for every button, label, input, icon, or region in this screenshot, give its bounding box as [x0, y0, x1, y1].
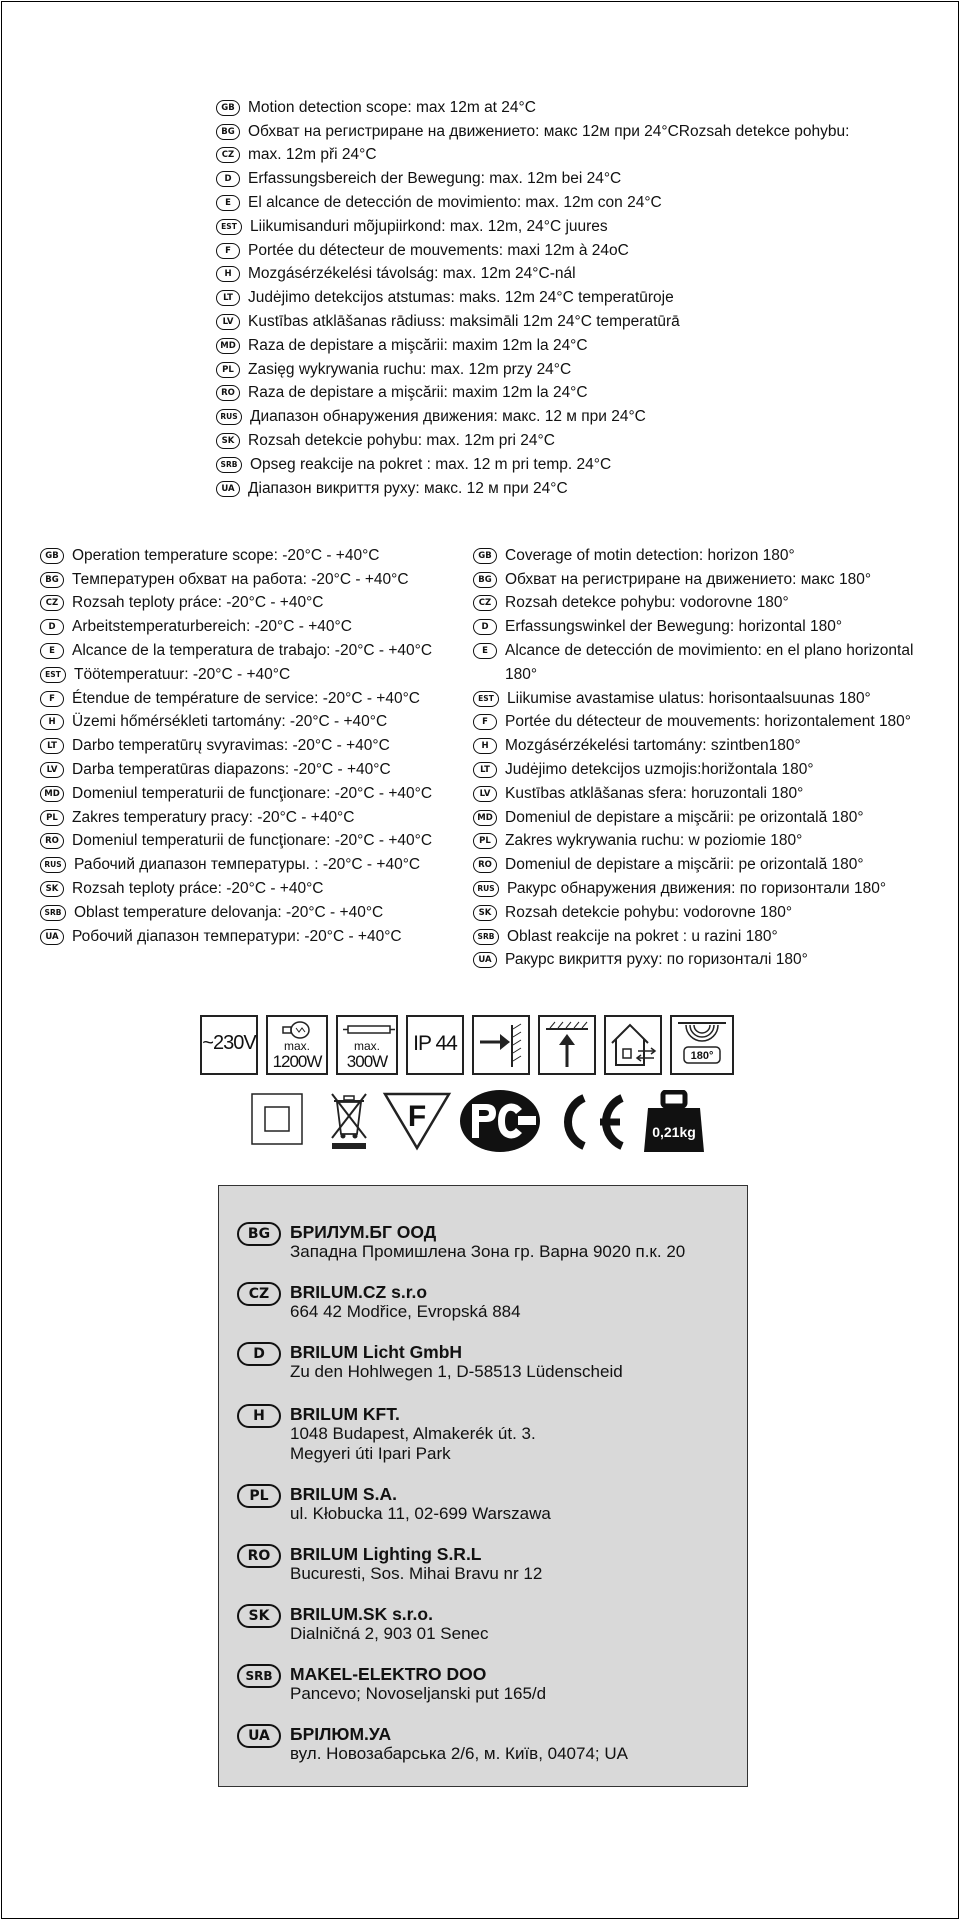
list-item-text: Ракурс викриття руху: по горизонталі 180° — [505, 951, 808, 969]
incandescent-max-label: max. — [283, 1039, 310, 1053]
wall-mount-icon — [474, 1017, 528, 1073]
language-badge: LV — [40, 762, 64, 778]
list-item — [40, 782, 470, 806]
list-item-text: Робочий діапазон температури: -20°C - +40°C — [72, 927, 402, 945]
distributor-addresses — [218, 1185, 748, 1787]
list-item-text: Coverage of motin detection: horizon 180° — [505, 546, 795, 564]
company-name: MAKEL-ELEKTRO DOO — [290, 1664, 487, 1684]
list-item — [216, 477, 916, 501]
language-badge: UA — [473, 952, 497, 968]
address-entry — [237, 1404, 536, 1464]
weight-label: 0,21kg — [652, 1124, 696, 1140]
country-badge: RO — [237, 1544, 281, 1568]
incandescent-symbol — [266, 1015, 328, 1075]
language-badge: GB — [216, 100, 240, 116]
list-item-text: Rozsah teploty práce: -20°C - +40°C — [72, 594, 324, 612]
list-item-text: Erfassungswinkel der Bewegung: horizontal 180° — [505, 618, 843, 636]
language-badge: LV — [473, 786, 497, 802]
language-badge: RO — [216, 385, 240, 401]
list-item — [40, 639, 470, 663]
wall-mount-symbol — [472, 1015, 530, 1075]
list-item — [473, 877, 943, 901]
list-item — [473, 592, 943, 616]
language-badge: H — [216, 266, 240, 282]
list-item — [40, 687, 470, 711]
list-item — [216, 334, 916, 358]
language-badge: GB — [40, 548, 64, 564]
company-name: BRILUM KFT. — [290, 1404, 400, 1424]
language-badge: SRB — [40, 905, 66, 921]
list-item-text: Kustības atklāšanas rādiuss: maksimāli 12m 24°C temperatūrā — [248, 313, 680, 331]
list-item-text: Rozsah teploty práce: -20°C - +40°C — [72, 880, 324, 898]
coverage-list — [473, 544, 943, 972]
f-mark-label: F — [407, 1100, 427, 1133]
list-item — [216, 263, 916, 287]
list-item — [216, 144, 916, 168]
list-item — [216, 429, 916, 453]
list-item-text: Erfassungsbereich der Bewegung: max. 12m bei 24°C — [248, 170, 622, 188]
list-item-text: Oblast reakcije na pokret : u razini 180° — [507, 927, 778, 945]
indoor-outdoor-icon — [606, 1017, 660, 1073]
list-item-text: Raza de depistare a mişcării: maxim 12m la 24°C — [248, 384, 588, 402]
address-entry — [237, 1484, 551, 1524]
country-badge: H — [237, 1404, 281, 1428]
list-item — [473, 901, 943, 925]
indoor-outdoor-symbol — [604, 1015, 662, 1075]
language-badge: E — [216, 195, 240, 211]
list-item-text: Mozgásérzékelési tartomány: szintben180° — [505, 737, 801, 755]
address-entry — [237, 1664, 546, 1704]
language-badge: D — [216, 171, 240, 187]
list-item-text: Zasięg wykrywania ruchu: max. 12m przy 24°C — [248, 360, 572, 378]
ceiling-mount-icon — [540, 1017, 594, 1073]
address-line: ul. Kłobucka 11, 02-699 Warszawa — [290, 1504, 551, 1523]
voltage-label: ~230V — [202, 1032, 256, 1054]
list-item — [473, 568, 943, 592]
language-badge: UA — [40, 929, 64, 945]
list-item — [216, 215, 916, 239]
company-name: BRILUM Lighting S.R.L — [290, 1544, 482, 1564]
f-triangle-icon — [382, 1090, 452, 1154]
list-item — [473, 758, 943, 782]
list-item-text: Domeniul de depistare a mişcării: pe orizontală 180° — [505, 856, 864, 874]
list-item-text: Обхват на регистриране на движението: макс 12м при 24°CRozsah detekce pohybu: — [248, 122, 850, 140]
list-item — [40, 877, 470, 901]
language-badge: PL — [473, 833, 497, 849]
tube-icon — [340, 1020, 398, 1040]
list-item — [216, 286, 916, 310]
address-entry — [237, 1222, 685, 1262]
weee-bin-icon — [324, 1088, 374, 1152]
motion-detection-list — [216, 96, 916, 501]
list-item — [473, 544, 943, 568]
language-badge: UA — [216, 481, 240, 497]
country-badge: SRB — [237, 1664, 281, 1688]
list-item-text: Üzemi hőmérsékleti tartomány: -20°C - +40°C — [72, 713, 388, 731]
list-item-text: Raza de depistare a mişcării: maxim 12m la 24°C — [248, 336, 588, 354]
country-badge: CZ — [237, 1282, 281, 1306]
language-badge: BG — [40, 572, 64, 588]
language-badge: D — [473, 619, 497, 635]
country-badge: SK — [237, 1604, 281, 1628]
language-badge: F — [216, 243, 240, 259]
company-name: BRILUM.SK s.r.o. — [290, 1604, 433, 1624]
list-item — [473, 639, 943, 687]
detection-angle-symbol — [670, 1015, 734, 1075]
list-item — [216, 453, 916, 477]
ip-rating-symbol — [406, 1015, 464, 1075]
list-item-text: Zakres temperatury pracy: -20°C - +40°C — [72, 808, 355, 826]
list-item — [473, 687, 943, 711]
list-item-text: Portée du détecteur de mouvements: maxi 12m à 24oC — [248, 241, 629, 259]
language-badge: F — [473, 714, 497, 730]
list-item-text: Judėjimo detekcijos atstumas: maks. 12m 24°C temperatūroje — [248, 289, 674, 307]
address-entry — [237, 1282, 521, 1322]
address-line: Dialničná 2, 903 01 Senec — [290, 1624, 489, 1643]
language-badge: MD — [473, 810, 497, 826]
list-item — [40, 925, 470, 949]
address-line: Pancevo; Novoseljanski put 165/d — [290, 1684, 547, 1703]
list-item — [473, 925, 943, 949]
address-line: Zu den Hohlwegen 1, D-58513 Lüdenscheid — [290, 1362, 623, 1381]
language-badge: EST — [473, 691, 499, 707]
list-item-text: Opseg reakcije na pokret : max. 12 m pri temp. 24°C — [250, 455, 612, 473]
list-item — [473, 615, 943, 639]
list-item — [40, 853, 470, 877]
list-item-text: Darba temperatūras diapazons: -20°C - +40°C — [72, 761, 391, 779]
list-item — [473, 806, 943, 830]
address-line: 664 42 Modřice, Evropská 884 — [290, 1302, 521, 1321]
list-item — [473, 949, 943, 973]
list-item — [216, 167, 916, 191]
list-item-text: Darbo temperatūrų svyravimas: -20°C - +40°C — [72, 737, 390, 755]
ip-rating-label: IP 44 — [413, 1032, 457, 1055]
language-badge: BG — [473, 572, 497, 588]
language-badge: MD — [216, 338, 240, 354]
list-item-text: Arbeitstemperaturbereich: -20°C - +40°C — [72, 618, 352, 636]
list-item-text: Domeniul de depistare a mişcării: pe orizontală 180° — [505, 808, 864, 826]
list-item — [40, 544, 470, 568]
list-item-text: Motion detection scope: max 12m at 24°C — [248, 98, 536, 116]
list-item-text: Обхват на регистриране на движението: макс 180° — [505, 570, 872, 588]
language-badge: LT — [216, 290, 240, 306]
instruction-sheet — [1, 1, 959, 1919]
language-badge: LT — [40, 738, 64, 754]
list-item — [216, 382, 916, 406]
list-item-text: Rozsah detekcie pohybu: vodorovne 180° — [505, 903, 793, 921]
list-item — [40, 901, 470, 925]
language-badge: SRB — [473, 929, 499, 945]
language-badge: MD — [40, 786, 64, 802]
list-item — [216, 96, 916, 120]
list-item — [40, 758, 470, 782]
language-badge: E — [473, 643, 497, 659]
list-item-text: max. 12m při 24°C — [248, 146, 377, 164]
language-badge: RO — [40, 833, 64, 849]
address-entry — [237, 1724, 628, 1764]
fluorescent-value: 300W — [346, 1052, 388, 1071]
language-badge: LT — [473, 762, 497, 778]
list-item-text: Töötemperatuur: -20°C - +40°C — [74, 665, 291, 683]
list-item — [216, 120, 916, 144]
list-item-text: Диапазон обнаружения движения: макс. 12 м при 24°C — [250, 408, 646, 426]
list-item-text: Діапазон викриття руху: макс. 12 м при 24°C — [248, 479, 568, 497]
list-item-text: Ракурс обнаружения движения: по горизонтали 180° — [507, 880, 887, 898]
language-badge: SRB — [216, 457, 242, 473]
list-item-text: Zakres wykrywania ruchu: w poziomie 180° — [505, 832, 803, 850]
language-badge: D — [40, 619, 64, 635]
list-item — [216, 191, 916, 215]
language-badge: EST — [40, 667, 66, 683]
language-badge: F — [40, 691, 64, 707]
address-line: Megyeri úti Ipari Park — [290, 1444, 451, 1463]
list-item-text: Domeniul temperaturii de funcţionare: -20°C - +40°C — [72, 784, 433, 802]
company-name: БРІЛЮМ.УА — [290, 1724, 392, 1744]
list-item — [216, 405, 916, 429]
language-badge: GB — [473, 548, 497, 564]
language-badge: SK — [473, 905, 497, 921]
list-item-text: Domeniul temperaturii de funcţionare: -20°C - +40°C — [72, 832, 433, 850]
bulb-icon — [270, 1019, 328, 1041]
language-badge: PL — [216, 362, 240, 378]
language-badge: LV — [216, 314, 240, 330]
class-ii-icon — [248, 1090, 308, 1150]
company-name: BRILUM.CZ s.r.o — [290, 1282, 428, 1302]
company-name: BRILUM Licht GmbH — [290, 1342, 463, 1362]
list-item-text: Mozgásérzékelési távolság: max. 12m 24°C-nál — [248, 265, 576, 283]
list-item — [40, 830, 470, 854]
language-badge: SK — [40, 881, 64, 897]
list-item — [40, 806, 470, 830]
list-item — [40, 568, 470, 592]
list-item — [40, 592, 470, 616]
list-item-text: Étendue de température de service: -20°C - +40°C — [72, 689, 420, 707]
address-line: вул. Новозабарська 2/6, м. Київ, 04074; UA — [290, 1744, 628, 1763]
angle-label: 180° — [690, 1050, 714, 1062]
list-item — [473, 782, 943, 806]
language-badge: RUS — [216, 409, 242, 425]
list-item — [216, 310, 916, 334]
list-item-text: Alcance de la temperatura de trabajo: -20°C - +40°C — [72, 642, 433, 660]
pct-mark-icon — [458, 1088, 542, 1154]
company-name: BRILUM S.A. — [290, 1484, 397, 1504]
list-item-text: Oblast temperature delovanja: -20°C - +40°C — [74, 903, 384, 921]
language-badge: H — [473, 738, 497, 754]
country-badge: PL — [237, 1484, 281, 1508]
list-item-text: Operation temperature scope: -20°C - +40°C — [72, 546, 380, 564]
list-item — [473, 853, 943, 877]
address-entry — [237, 1342, 623, 1382]
incandescent-value: 1200W — [272, 1052, 322, 1071]
address-line: Западна Промишлена Зона гр. Варна 9020 п.к. 20 — [290, 1242, 686, 1261]
list-item — [216, 358, 916, 382]
language-badge: E — [40, 643, 64, 659]
list-item — [473, 830, 943, 854]
list-item — [40, 615, 470, 639]
weight-icon — [642, 1090, 706, 1154]
voltage-symbol — [200, 1015, 258, 1075]
language-badge: BG — [216, 124, 240, 140]
company-name: БРИЛУМ.БГ ООД — [290, 1222, 437, 1242]
list-item-text: Kustības atklāšanas sfera: horuzontali 180° — [505, 784, 804, 802]
list-item-text: Рабочий диапазон температуры. : -20°C - +40°C — [74, 856, 421, 874]
list-item — [216, 239, 916, 263]
address-line: 1048 Budapest, Almakerék út. 3. — [290, 1424, 536, 1443]
list-item-text: El alcance de detección de movimiento: max. 12m con 24°C — [248, 194, 662, 212]
list-item-text: Portée du détecteur de mouvements: horizontalement 180° — [505, 713, 911, 731]
list-item-text: Rozsah detekcie pohybu: max. 12m pri 24°C — [248, 432, 555, 450]
language-badge: RUS — [40, 857, 66, 873]
list-item — [40, 663, 470, 687]
list-item-text: Alcance de detección de movimiento: en el plano horizontal 180° — [505, 642, 914, 683]
list-item-text: Rozsah detekce pohybu: vodorovne 180° — [505, 594, 789, 612]
address-entry — [237, 1604, 488, 1644]
language-badge: RO — [473, 857, 497, 873]
country-badge: UA — [237, 1724, 281, 1748]
language-badge: SK — [216, 433, 240, 449]
list-item — [473, 734, 943, 758]
detection-angle-icon — [672, 1017, 732, 1073]
fluorescent-max-label: max. — [353, 1039, 380, 1053]
list-item — [40, 734, 470, 758]
list-item — [40, 711, 470, 735]
list-item-text: Температурен обхват на работа: -20°C - +40°C — [72, 570, 409, 588]
language-badge: CZ — [216, 147, 240, 163]
list-item-text: Judėjimo detekcijos uzmojis:horižontala 180° — [505, 761, 814, 779]
language-badge: CZ — [473, 595, 497, 611]
operation-temperature-list — [40, 544, 470, 949]
country-badge: BG — [237, 1222, 281, 1246]
language-badge: CZ — [40, 595, 64, 611]
ce-mark-icon — [548, 1090, 630, 1154]
language-badge: H — [40, 714, 64, 730]
language-badge: EST — [216, 219, 242, 235]
list-item-text: Liikumisanduri mõjupiirkond: max. 12m, 24°C juures — [250, 217, 608, 235]
address-entry — [237, 1544, 542, 1584]
address-line: Bucuresti, Sos. Mihai Bravu nr 12 — [290, 1564, 543, 1583]
list-item-text: Liikumise avastamise ulatus: horisontaalsuunas 180° — [507, 689, 871, 707]
country-badge: D — [237, 1342, 281, 1366]
ceiling-mount-symbol — [538, 1015, 596, 1075]
language-badge: PL — [40, 810, 64, 826]
language-badge: RUS — [473, 881, 499, 897]
fluorescent-symbol — [336, 1015, 398, 1075]
list-item — [473, 711, 943, 735]
